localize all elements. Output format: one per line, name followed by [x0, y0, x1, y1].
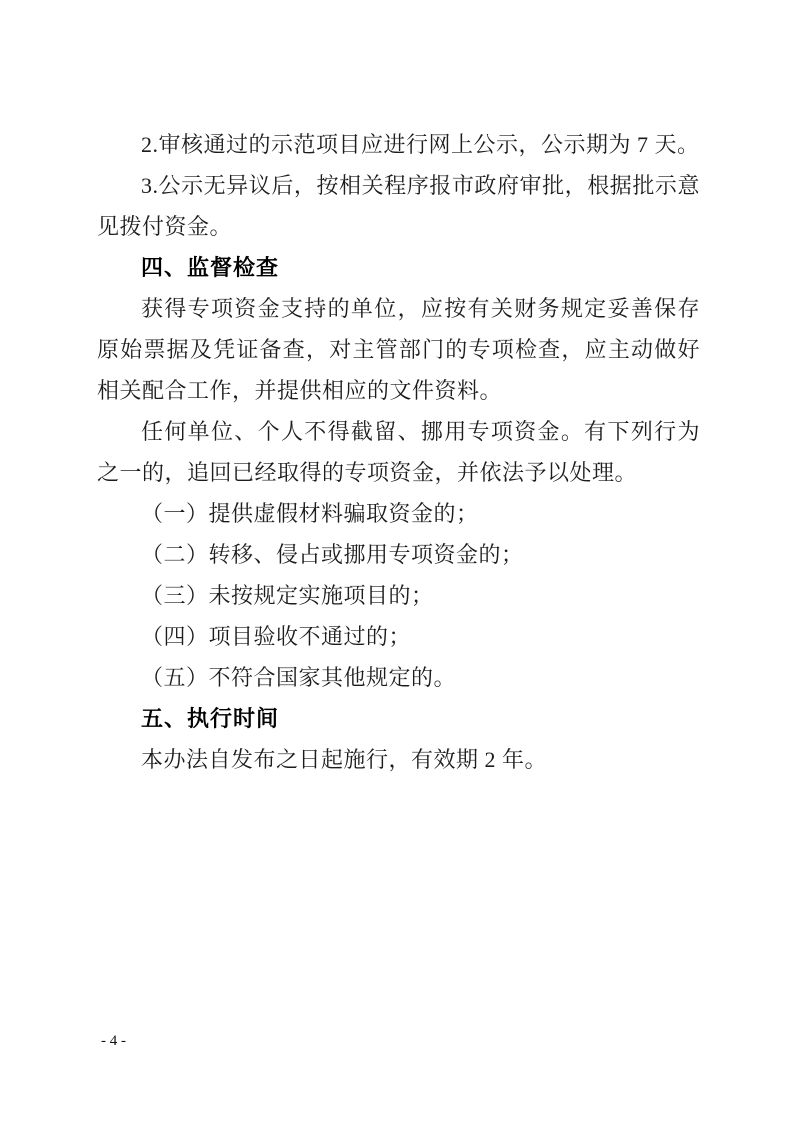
list-item-3: （三）未按规定实施项目的；	[141, 583, 434, 608]
section-heading-4: 四、监督检查	[141, 255, 280, 280]
section-heading-5: 五、执行时间	[141, 706, 280, 731]
paragraph-item-3: 3.公示无异议后，按相关程序报市政府审批，根据批示意见拨付资金。	[97, 173, 700, 239]
paragraph-supervision-1: 获得专项资金支持的单位，应按有关财务规定妥善保存原始票据及凭证备查，对主管部门的专项检查，应主动做好相关配合工作，并提供相应的文件资料。	[97, 296, 700, 403]
document-body	[97, 124, 700, 780]
list-item-4: （四）项目验收不通过的；	[141, 624, 412, 649]
page-number: - 4 -	[101, 1033, 126, 1049]
list-item-5: （五）不符合国家其他规定的。	[141, 665, 457, 690]
list-item-1: （一）提供虚假材料骗取资金的；	[141, 501, 479, 526]
paragraph-effective-date: 本办法自发布之日起施行，有效期 2 年。	[141, 747, 548, 772]
paragraph-item-2: 2.审核通过的示范项目应进行网上公示，公示期为 7 天。	[141, 132, 700, 157]
list-item-2: （二）转移、侵占或挪用专项资金的；	[141, 542, 524, 567]
paragraph-supervision-2: 任何单位、个人不得截留、挪用专项资金。有下列行为之一的，追回已经取得的专项资金，并依法予以处理。	[97, 419, 700, 485]
